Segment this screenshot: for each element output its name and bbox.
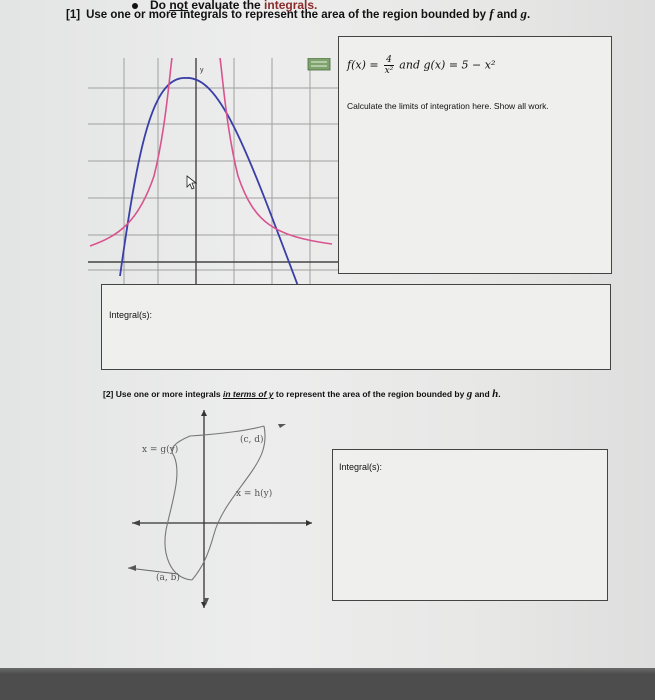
question-2-and: and — [472, 389, 493, 399]
curve-f-right — [220, 58, 332, 244]
graph-g-and-h — [118, 408, 328, 613]
fx-denominator: x² — [384, 66, 394, 76]
question-2-period: . — [498, 389, 501, 399]
curve-g-of-y — [165, 426, 264, 580]
question-1-number: [1] — [66, 9, 81, 21]
graph-f-and-g — [88, 58, 338, 290]
gx-definition: g(x) = 5 − x² — [423, 58, 496, 72]
question-1-prompt — [66, 6, 530, 22]
limits-instruction: Calculate the limits of integration here. Show all work. — [347, 101, 549, 111]
graph2-x-arrow-left — [132, 520, 140, 526]
integral-label-1: Integral(s): — [109, 310, 153, 320]
question-1-and: and — [493, 9, 521, 21]
label-point-c-d: (c, d) — [240, 435, 264, 445]
curve-f-left — [90, 58, 172, 246]
graph2-x-arrow-right — [306, 520, 312, 526]
graph2-left-line-arrow — [128, 565, 136, 571]
question-1-g: g — [520, 6, 527, 21]
graph2-y-arrow-up — [201, 410, 207, 416]
question-2-text-b: to represent the area of the region bounded by — [273, 389, 467, 399]
question-1-text: Use one or more integrals to represent the area of the region bounded by — [86, 9, 490, 21]
label-point-a-b: (a, b) — [156, 573, 180, 583]
graph-toolbar-icon[interactable] — [308, 58, 330, 70]
graph1-y-label: y — [200, 67, 204, 74]
fx-and: and — [395, 58, 424, 72]
bullet-faded-text: integrals. — [264, 0, 318, 12]
bullet-text-suffix: evaluate the — [188, 0, 265, 12]
curve-h-of-y — [192, 426, 265, 580]
question-1-period: . — [526, 9, 531, 21]
question-2-prompt — [103, 388, 501, 400]
function-definitions — [347, 55, 495, 76]
question-1-f: f — [489, 6, 494, 21]
label-x-equals-h-of-y: x = h(y) — [236, 489, 273, 499]
bottom-dark-edge — [0, 668, 655, 700]
limits-work-box[interactable] — [338, 36, 612, 274]
label-x-equals-g-of-y: x = g(y) — [142, 445, 179, 455]
question-2-text-a: Use one or more integrals — [115, 389, 223, 399]
fx-numerator: 4 — [386, 55, 392, 65]
question-2-h: h — [492, 388, 499, 400]
question-2-terms-of-y: in terms of y — [223, 389, 274, 399]
question-2-number: [2] — [103, 389, 114, 399]
fx-fraction — [384, 55, 394, 76]
integral-label-2: Integral(s): — [339, 462, 383, 472]
integral-answer-box-2[interactable] — [332, 449, 608, 601]
bullet-not: not — [169, 0, 188, 12]
integral-answer-box-1[interactable] — [101, 284, 611, 370]
bullet-text-prefix: Do — [150, 0, 170, 12]
question-2-g: g — [466, 388, 473, 400]
cursor-arrow-icon — [187, 176, 196, 189]
parabola-g — [120, 78, 298, 286]
graph2-top-arrow — [278, 424, 286, 428]
fx-prefix: f(x) = — [347, 58, 383, 72]
